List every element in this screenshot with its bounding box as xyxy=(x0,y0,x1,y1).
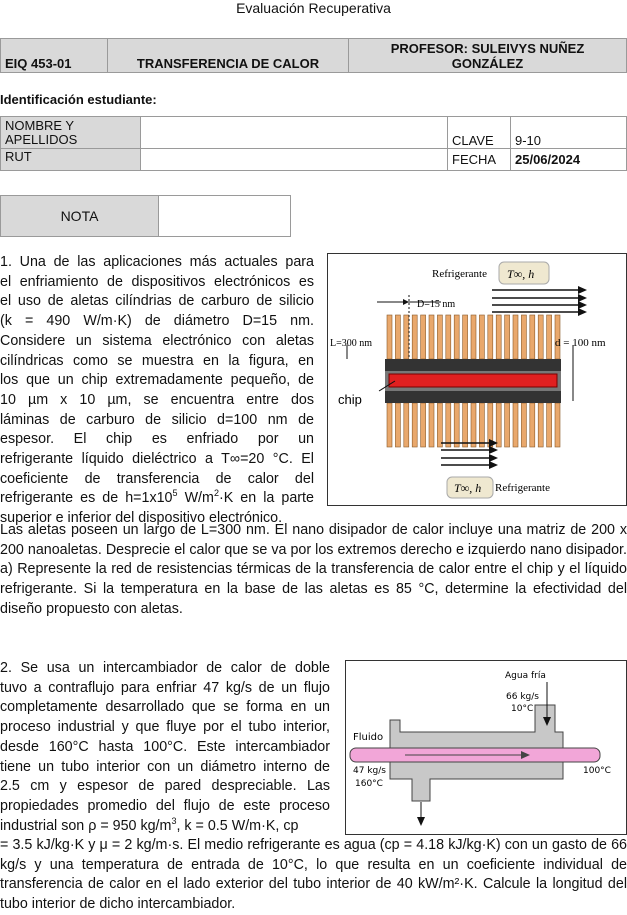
problem-2-line: completamente desarrollado que se forma en un xyxy=(0,699,330,716)
problem-2-line: 2. Se usa un intercambiador de calor de doble xyxy=(0,660,330,676)
problem-2-text: , k = 0.5 W/m·K, cp xyxy=(176,817,299,834)
fin xyxy=(538,315,543,359)
problem-1-line: refrigerante líquido dieléctrico a T∞=20 °C. El xyxy=(0,451,314,468)
course-name: TRANSFERENCIA DE CALOR xyxy=(108,39,349,73)
refrigerant-top-label: Refrigerante xyxy=(432,268,487,280)
problem-1-line: coeficiente de transferencia de calor del xyxy=(0,470,314,487)
problem-1-line: (k = 490 W/m·K) de diámetro D=15 nm. xyxy=(0,313,314,330)
problem-1-line: el enfriamiento de dispositivos electrónicos es xyxy=(0,273,314,290)
problem-1-line: el uso de aletas cilíndrias de carburo de silicio xyxy=(0,293,314,310)
problem-2-line: tiene un tubo interior con un diámetro interno de xyxy=(0,758,330,775)
problem-1-line: 10 µm x 10 µm, se encuentra entre dos xyxy=(0,391,314,408)
fin xyxy=(429,315,434,359)
cold-water-flow: 66 kg/s xyxy=(506,692,539,702)
fins-bottom xyxy=(387,403,560,447)
nano-fin-figure xyxy=(327,253,627,506)
fluid-flow: 47 kg/s xyxy=(353,766,386,776)
fin xyxy=(505,403,510,447)
fin xyxy=(463,315,468,359)
problem-2-line: 2.5 cm y espesor de pared despreciable. Las xyxy=(0,778,330,795)
fin xyxy=(395,403,400,447)
fin xyxy=(521,315,526,359)
fin xyxy=(513,403,518,447)
clave-value: 9-10 xyxy=(511,117,627,149)
problem-2-text: industrial son ρ = 950 kg/m xyxy=(0,817,172,834)
problem-2-line: tuvo a contraflujo para enfriar 47 kg/s de un flujo xyxy=(0,679,330,696)
problem-1-line: 1. Una de las aplicaciones más actuales para xyxy=(0,254,314,270)
fecha-value: 25/06/2024 xyxy=(511,149,627,171)
nota-field[interactable] xyxy=(159,196,291,237)
fin xyxy=(387,403,392,447)
problem-1-line xyxy=(0,489,314,509)
fin xyxy=(513,315,518,359)
name-label-line-1: NOMBRE Y xyxy=(5,117,75,133)
heat-exchanger-figure xyxy=(345,660,627,835)
fin xyxy=(412,315,417,359)
course-code: EIQ 453-01 xyxy=(1,39,108,73)
refrigerant-bottom-label: Refrigerante xyxy=(495,482,550,494)
fin xyxy=(496,315,501,359)
fin xyxy=(421,315,426,359)
problem-2-line: desde 160°C hasta 100°C. Este intercambiador xyxy=(0,738,330,755)
cold-water-label: Agua fría xyxy=(505,671,546,681)
fin xyxy=(454,403,459,447)
problem-2-full-text: = 3.5 kJ/kg·K y μ = 2 kg/m·s. El medio refrigerante es agua (cp = 4.18 kJ/kg·K) con un gasto de 66 kg/s y una temperatura de entrada de 10°C, lo que resulta en un coeficiente individual de transferencia de calor en el lado exterior del tubo interior de 40 kW/m²·K. Calcule la longitud del tubo interior de dicho intercambiador. xyxy=(0,837,627,913)
problem-1-line: cilíndricas como se muestra en la figura, en xyxy=(0,352,314,369)
fin xyxy=(505,315,510,359)
fin xyxy=(521,403,526,447)
fin xyxy=(404,315,409,359)
fluid-temp: 160°C xyxy=(355,779,383,789)
fin xyxy=(479,403,484,447)
coolant-bottom-label: T∞, h xyxy=(454,481,482,495)
problem-2-line xyxy=(0,817,330,837)
name-label-line-2: APELLIDOS xyxy=(5,131,78,147)
problem-1-full-text: Las aletas poseen un largo de L=300 nm. El nano disipador de calor incluye una matriz de 200 x 200 nanoaletas. Desprecie el calor que se va por los extremos derecho e izquierdo nano disipador. a) Represente la red de resistencias térmicas de la transferencia de calor entre el chip y el líquido refrigerante. Si la temperatura en la base de las aletas es 85 °C, determine la efectividad del diseño propuesto con aletas. xyxy=(0,522,627,617)
fin xyxy=(395,315,400,359)
fluid-label: Fluido xyxy=(353,732,384,743)
chip xyxy=(389,374,557,387)
nota-label: NOTA xyxy=(1,196,159,237)
fin xyxy=(471,315,476,359)
fin xyxy=(463,403,468,447)
clave-label: CLAVE xyxy=(448,117,511,149)
problem-1-line: los que un chip extremadamente pequeño, de xyxy=(0,372,314,389)
fins-top xyxy=(387,315,560,359)
problem-1-line: superior e inferior del dispositivo electrónico. xyxy=(0,510,283,527)
fin xyxy=(387,315,392,359)
problem-1-line: láminas de carburo de silicio d=100 nm de xyxy=(0,411,314,428)
rut-field[interactable] xyxy=(141,149,448,171)
fin xyxy=(437,315,442,359)
coolant-top-label: T∞, h xyxy=(507,267,535,281)
fin xyxy=(555,403,560,447)
fin xyxy=(479,315,484,359)
fin xyxy=(471,403,476,447)
fin xyxy=(412,403,417,447)
fin xyxy=(488,315,493,359)
course-header xyxy=(0,38,627,73)
L-label: L=300 nm xyxy=(330,338,373,349)
fin xyxy=(530,315,535,359)
rut-label: RUT xyxy=(1,149,141,171)
problem-1-wrapped-text xyxy=(0,253,314,529)
fin xyxy=(421,403,426,447)
exponent: 3 xyxy=(171,815,177,826)
problem-1-line: Considere un sistema electrónico con aletas xyxy=(0,332,314,349)
sic-plate-bottom xyxy=(385,391,561,403)
student-table xyxy=(0,116,627,171)
name-label-cell xyxy=(1,117,141,149)
fin xyxy=(496,403,501,447)
chip-label: chip xyxy=(338,392,362,407)
identification-label: Identificación estudiante: xyxy=(0,92,157,107)
D-label: D=15 nm xyxy=(417,299,456,310)
problem-2-line: propiedades promedio del flujo de este proceso xyxy=(0,797,330,814)
fin xyxy=(547,403,552,447)
name-field[interactable] xyxy=(141,117,448,149)
fin xyxy=(446,315,451,359)
problem-2-wrapped-text xyxy=(0,659,330,836)
exponent: 5 xyxy=(172,488,178,499)
fecha-label: FECHA xyxy=(448,149,511,171)
fin xyxy=(404,403,409,447)
fin xyxy=(530,403,535,447)
exponent: 2 xyxy=(213,488,219,499)
fin xyxy=(429,403,434,447)
problem-1-line: espesor. El chip es enfriado por un xyxy=(0,431,314,448)
problem-1-text: ·K en la parte xyxy=(218,490,314,507)
problem-1-text: W/m xyxy=(177,490,214,507)
fin xyxy=(446,403,451,447)
problem-1-text: refrigerante es de h=1x10 xyxy=(0,490,173,507)
fin xyxy=(437,403,442,447)
page-title: Evaluación Recuperativa xyxy=(236,0,391,16)
sic-plate-top xyxy=(385,359,561,371)
fin xyxy=(538,403,543,447)
outlet-temp: 100°C xyxy=(583,766,611,776)
problem-2-line: proceso industrial y que fluye por el tubo interior, xyxy=(0,719,330,736)
professor-line-1: PROFESOR: SULEIVYS NUÑEZ xyxy=(390,40,585,56)
grade-table xyxy=(0,195,291,237)
professor-cell xyxy=(349,39,627,73)
cold-water-temp: 10°C xyxy=(511,704,534,714)
d-label: d = 100 nm xyxy=(555,337,606,349)
fin xyxy=(547,315,552,359)
fin xyxy=(454,315,459,359)
professor-line-2: GONZÁLEZ xyxy=(451,55,524,71)
